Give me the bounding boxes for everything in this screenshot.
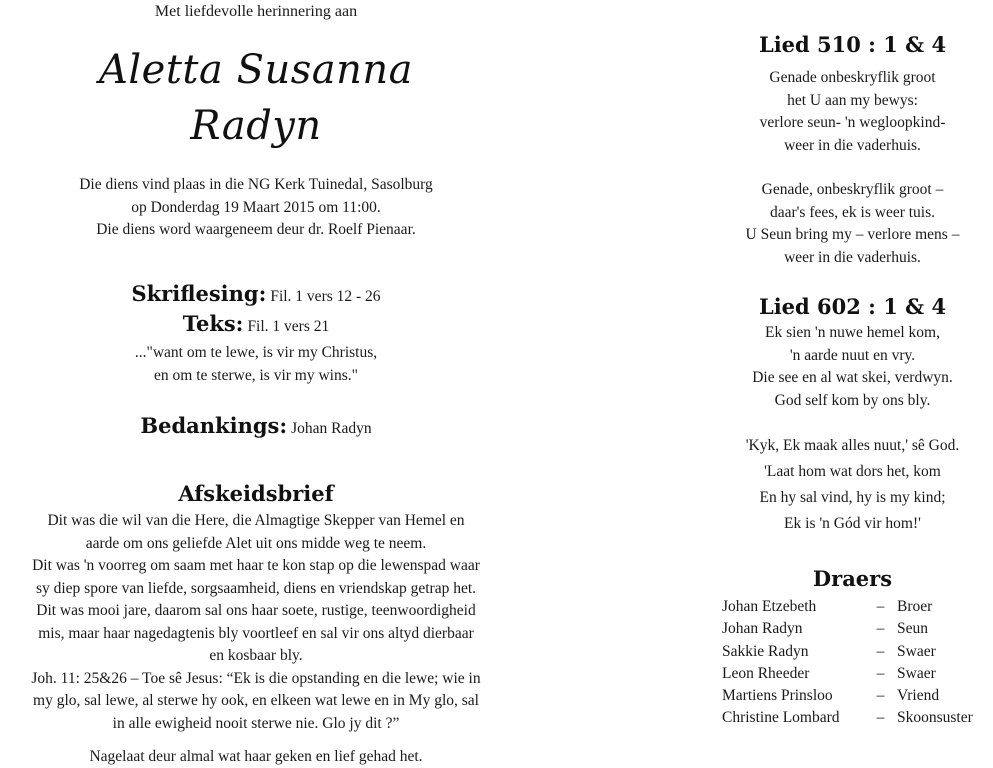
lied-602-verse-1 (712, 322, 993, 412)
hymn-line: Genade, onbeskryflik groot – (761, 181, 944, 198)
hymn-line: weer in die vaderhuis. (784, 248, 921, 266)
letter-line: en kosbaar bly. (209, 647, 303, 664)
lied-602-verse-2 (712, 433, 993, 537)
separator-dash: – (876, 687, 885, 705)
letter-line: Dit was mooi jare, daarom sal ons haar soete, rustige, teenwoordigheid (36, 602, 476, 619)
list-item (722, 641, 987, 663)
afskeidsbrief-body (0, 510, 512, 735)
afskeidsbrief-heading: Afskeidsbrief (178, 481, 334, 506)
hymn-line: Die see en al wat skei, verdwyn. (752, 369, 953, 386)
pallbearer-relation: Swaer (897, 664, 936, 682)
lied-510-heading: Lied 510 : 1 & 4 (758, 32, 947, 57)
separator-dash: – (876, 642, 885, 660)
pallbearer-name: Martiens Prinsloo (722, 687, 833, 705)
letter-line: Dit was die wil van die Here, die Almagtige Skepper van Hemel en (47, 512, 465, 529)
teks-heading: Teks: (182, 311, 244, 336)
separator-dash: – (876, 664, 885, 682)
hymn-line: God self kom by ons bly. (774, 391, 931, 409)
hymn-line: U Seun bring my – verlore mens – (745, 226, 960, 243)
separator-dash: – (876, 598, 885, 615)
hymn-line: 'n aarde nuut en vry. (789, 346, 916, 364)
pallbearer-name: Sakkie Radyn (722, 642, 809, 660)
hymn-line: het U aan my bewys: (787, 91, 918, 109)
quote-line: en om te sterwe, is vir my wins." (154, 366, 358, 384)
pallbearer-name: Christine Lombard (722, 709, 840, 727)
letter-line: Dit was 'n voorreg om saam met haar te kon stap op die lewenspad waar (32, 557, 480, 574)
letter-line: aarde om ons geliefde Alet uit ons midde weg te neem. (85, 534, 427, 552)
hymn-line: 'Laat hom wat dors het, kom (764, 463, 941, 480)
bedankings-text: Johan Radyn (291, 420, 372, 437)
intro-text: Met liefdevolle herinnering aan (154, 3, 358, 20)
hymn-line: verlore seun- 'n wegloopkind- (759, 114, 946, 131)
hymn-line: weer in die vaderhuis. (784, 136, 921, 154)
skriflesing-text: Fil. 1 vers 12 - 26 (270, 288, 381, 305)
pallbearer-name: Johan Etzebeth (722, 598, 817, 615)
list-item (722, 618, 987, 640)
service-details (0, 174, 512, 242)
list-item (722, 707, 987, 729)
pallbearer-relation: Broer (897, 598, 933, 615)
list-item (722, 685, 987, 707)
bedankings-heading: Bedankings: (140, 413, 288, 438)
teks-quote (0, 342, 512, 387)
pallbearer-relation: Seun (897, 620, 928, 638)
hymn-line: daar's fees, ek is weer tuis. (769, 203, 936, 221)
separator-dash: – (876, 620, 885, 638)
pallbearer-relation: Vriend (897, 687, 940, 705)
draers-heading: Draers (812, 566, 893, 591)
hymn-line: 'Kyk, Ek maak alles nuut,' sê God. (745, 437, 960, 454)
list-item (722, 663, 987, 685)
list-item (722, 596, 987, 618)
letter-line: in alle ewigheid nooit sterwe nie. Glo jy dit ?” (112, 714, 400, 732)
letter-line: mis, maar haar nagedagtenis bly voortleef en sal vir ons altyd dierbaar (38, 624, 474, 642)
teks-text: Fil. 1 vers 21 (247, 318, 330, 335)
quote-line: ..."want om te lewe, is vir my Christus, (134, 344, 378, 361)
service-line: Die diens word waargeneem deur dr. Roelf Pienaar. (96, 221, 416, 238)
service-line: Die diens vind plaas in die NG Kerk Tuinedal, Sasolburg (79, 176, 433, 193)
pallbearers-list (722, 596, 987, 730)
letter-line: Joh. 11: 25&26 – Toe sê Jesus: “Ek is die opstanding en die lewe; wie in (31, 669, 481, 687)
pallbearer-name: Johan Radyn (722, 620, 803, 638)
pallbearer-relation: Swaer (897, 642, 936, 660)
separator-dash: – (876, 709, 885, 727)
deceased-surname: Radyn (190, 103, 322, 149)
hymn-line: Genade onbeskryflik groot (769, 69, 936, 86)
letter-line: my glo, sal lewe, al sterwe hy ook, en elkeen wat lewe en in My glo, sal (33, 692, 479, 709)
teks-row (0, 310, 512, 341)
closing-line: Nagelaat deur almal wat haar geken en lief gehad het. (89, 748, 423, 765)
lied-510-verse-2 (712, 179, 993, 269)
pallbearer-name: Leon Rheeder (722, 664, 810, 682)
service-line: op Donderdag 19 Maart 2015 om 11:00. (131, 198, 381, 216)
pallbearer-relation: Skoonsuster (897, 709, 973, 727)
skriflesing-row (0, 280, 512, 311)
hymn-line: Ek is 'n Gód vir hom!' (784, 515, 921, 532)
lied-510-verse-1 (712, 67, 993, 157)
bedankings-row (0, 412, 512, 443)
hymn-line: En hy sal vind, hy is my kind; (759, 489, 946, 506)
hymn-line: Ek sien 'n nuwe hemel kom, (765, 324, 940, 341)
skriflesing-heading: Skriflesing: (131, 281, 267, 306)
lied-602-heading: Lied 602 : 1 & 4 (758, 294, 947, 319)
letter-line: sy diep spore van liefde, sorgsaamheid, diens en vriendskap getrap het. (35, 579, 477, 597)
deceased-first-names: Aletta Susanna (99, 47, 413, 93)
